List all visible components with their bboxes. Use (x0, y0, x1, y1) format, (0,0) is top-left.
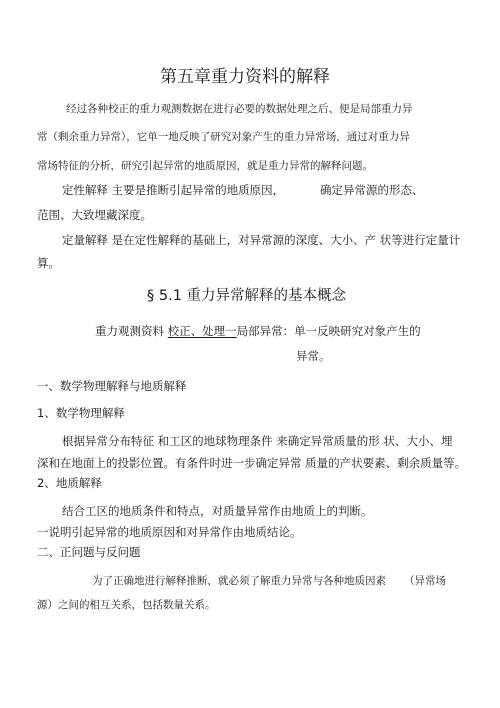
section-title: § 5.1 重力异常解释的基本概念 (147, 288, 347, 304)
math-line-2: 深和在地面上的投影位置。有条件时进一步确定异常 质量的产状要素、剩余质量等。 (37, 456, 467, 470)
quantitative-lead: 定量解释 是在定性解释的基础上，对异常源的深度、大小、产 状等进行定量计 (62, 233, 461, 247)
intro-line-2: 常（剩余重力异常），它单一地反映了研究对象产生的重力异常场，通过对重力异 (37, 131, 410, 143)
flow-pre: 重力观测资料 (95, 324, 168, 338)
heading-math: 1、数学物理解释 (37, 406, 125, 420)
qualitative-lead: 定性解释 主要是推断引起异常的地质原因， (62, 183, 285, 197)
inverse-trail: （异常场 (404, 575, 446, 587)
intro-line-3: 常场特征的分析，研究引起异常的地质原因，就是重力异常的解释问题。 (37, 160, 373, 172)
geo-line-2: 一说明引起异常的地质原因和对异常作由地质结论。 (37, 525, 302, 539)
qualitative-trail: 确定异常源的形态、 (320, 183, 424, 197)
flow-underlined: 校正、处理一 (167, 324, 237, 338)
heading-forward-inverse: 二、正问题与反问题 (37, 545, 141, 559)
flow-cont: 异常。 (296, 349, 331, 363)
flow-line (95, 326, 421, 338)
chapter-title: 第五章重力资料的解释 (160, 67, 330, 87)
quantitative-cont: 算。 (37, 256, 60, 270)
flow-post: 局部异常：单一反映研究对象产生的 (236, 324, 421, 338)
inverse-cont: 源）之间的相互关系，包括数量关系。 (37, 599, 216, 611)
inverse-lead: 为了正确地进行解释推断，就必须了解重力异常与各种地质因素 (92, 575, 386, 587)
math-line-1: 根据异常分布特征 和工区的地球物理条件 来确定异常质量的形 状、大小、埋 (62, 434, 453, 448)
intro-line-1: 经过各种校正的重力观测数据在进行必要的数据处理之后、便是局部重力异 (66, 103, 413, 115)
heading-geo: 2、地质解释 (37, 476, 102, 490)
geo-line-1: 结合工区的地质条件和特点，对质量异常作由地质上的判断。 (62, 504, 373, 518)
heading-math-geo: 一、数学物理解释与地质解释 (37, 379, 187, 393)
qualitative-cont: 范围、大致埋藏深度。 (37, 208, 152, 222)
